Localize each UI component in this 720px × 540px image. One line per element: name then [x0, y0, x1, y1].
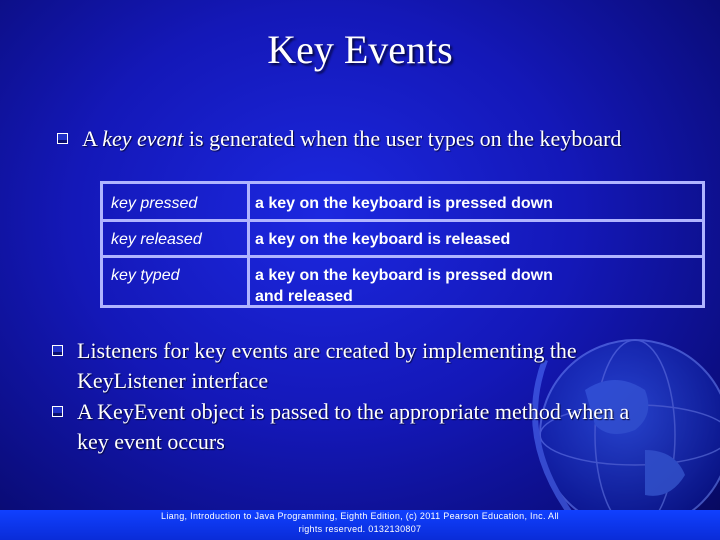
bullet-3-line: key event occurs — [77, 429, 225, 454]
bullet-1-post: is generated when the user types on the keyboard — [183, 126, 622, 151]
table-divider — [103, 219, 702, 222]
bullet-square-icon — [57, 133, 68, 144]
table-cell-desc: a key on the keyboard is pressed down — [255, 195, 553, 212]
table-divider — [103, 255, 702, 258]
bullet-1-emphasis: key event — [102, 126, 184, 151]
key-events-table — [100, 181, 705, 308]
table-cell-desc-line: and released — [255, 288, 353, 305]
bullet-1 — [82, 124, 621, 154]
footer-line: rights reserved. 0132130807 — [298, 524, 422, 534]
table-cell-desc — [255, 265, 695, 307]
bullet-1-pre: A — [82, 126, 103, 151]
bullet-square-icon — [52, 406, 63, 417]
footer-line: Liang, Introduction to Java Programming, Eighth Edition, (c) 2011 Pearson Education, Inc. All — [161, 511, 559, 521]
table-cell-key: key released — [111, 231, 202, 248]
bullet-2-line: KeyListener interface — [77, 368, 269, 393]
table-cell-key: key typed — [111, 267, 180, 284]
slide-title: Key Events — [267, 27, 453, 72]
table-cell-desc: a key on the keyboard is released — [255, 231, 511, 248]
bullet-2 — [77, 336, 577, 396]
bullet-3-line: A KeyEvent object is passed to the appropriate method when a — [77, 399, 630, 424]
footer-copyright — [0, 510, 720, 536]
bullet-2-line: Listeners for key events are created by implementing the — [77, 338, 577, 363]
table-cell-desc-line: a key on the keyboard is pressed down — [255, 267, 553, 284]
table-divider — [247, 184, 250, 305]
bullet-square-icon — [52, 345, 63, 356]
table-cell-key: key pressed — [111, 195, 198, 212]
bullet-3 — [77, 397, 629, 457]
